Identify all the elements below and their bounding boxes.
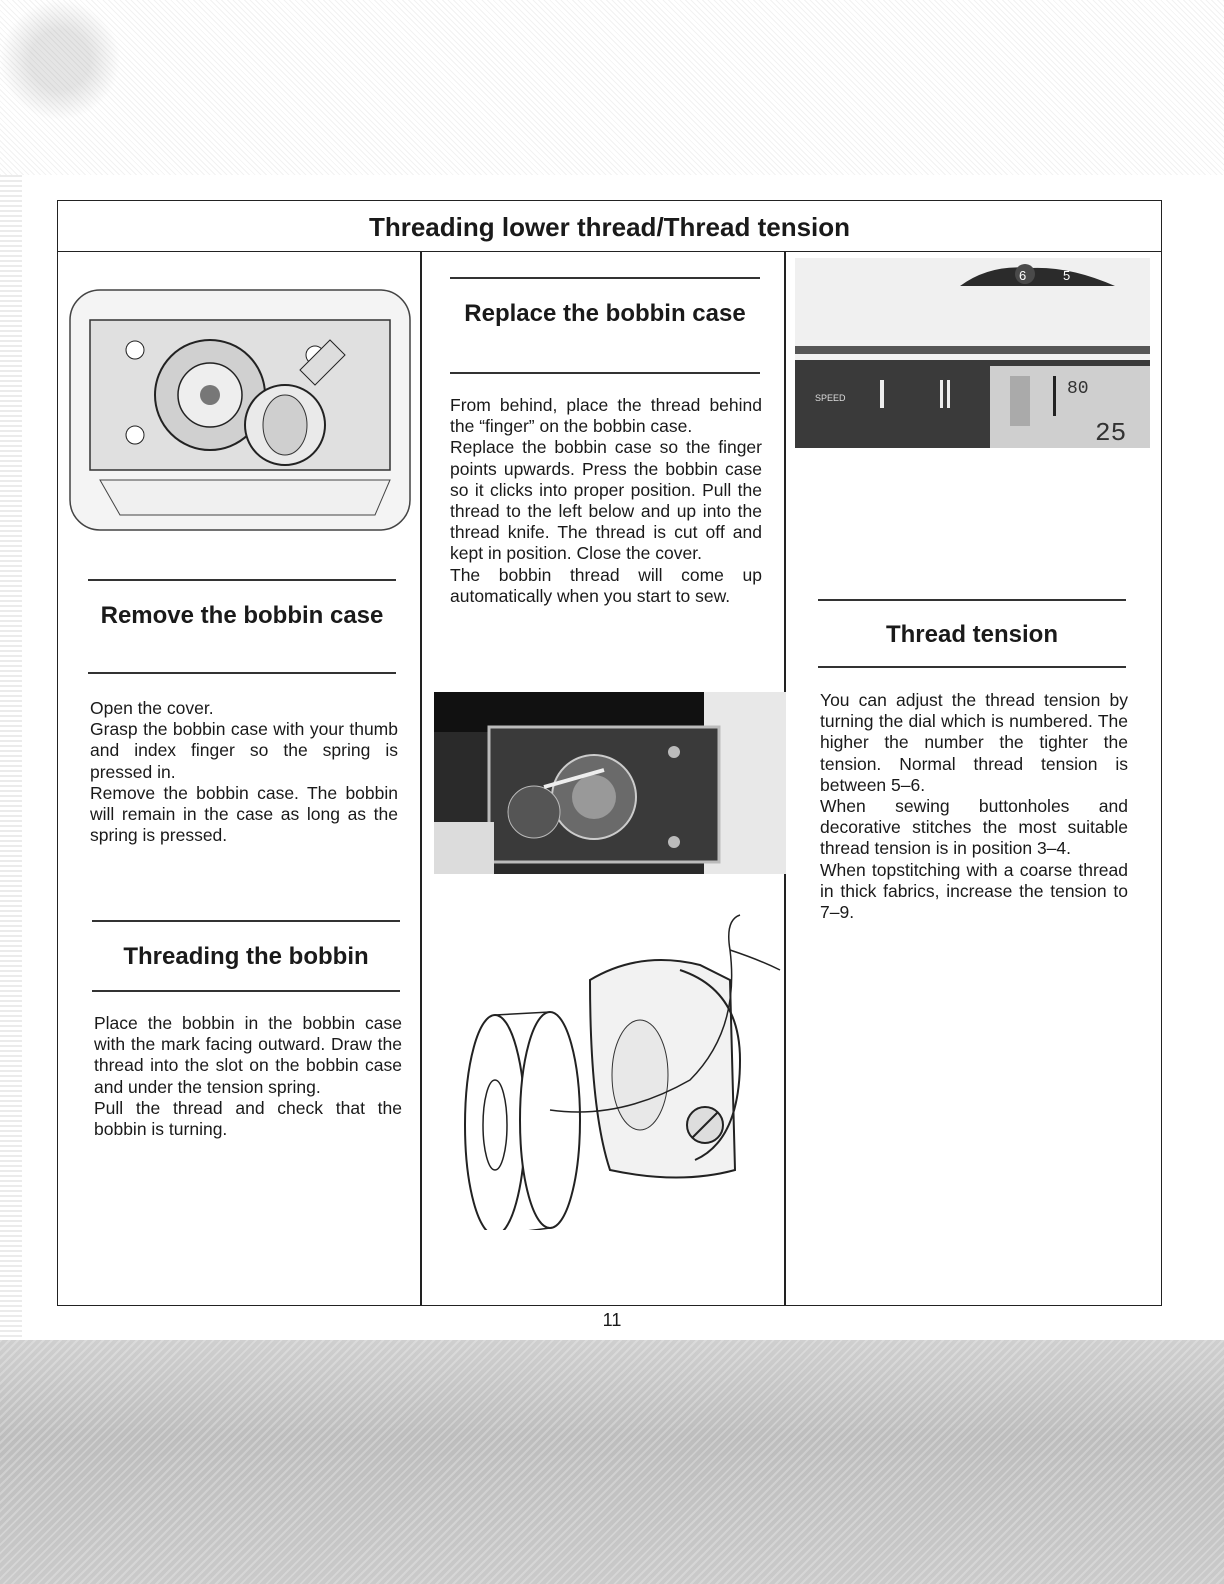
scan-artifact-top: [0, 0, 1224, 175]
speed-label: SPEED: [815, 393, 846, 403]
text-line: Place the bobbin in the bobbin case with the mark facing outward. Draw the thread into the slot on the bobbin case and under the tension spring.: [94, 1013, 402, 1097]
rule: [818, 599, 1126, 601]
text-line: Remove the bobbin case. The bobbin will remain in the case as long as the spring is pressed.: [90, 782, 398, 846]
remove-bobbin-heading: Remove the bobbin case: [100, 602, 384, 629]
scan-artifact-bottom: [0, 1340, 1224, 1584]
dial-number-5: 5: [1063, 268, 1071, 283]
text-line: Open the cover.: [90, 698, 214, 718]
scan-artifact-left: [0, 175, 22, 1345]
threading-bobbin-text: [94, 1013, 402, 1140]
page-number: 11: [602, 1310, 622, 1330]
text-line: Grasp the bobbin case with your thumb and index finger so the spring is pressed in.: [90, 719, 398, 782]
text-line: When sewing buttonholes and decorative stitches the most suitable thread tension is in position 3–4.: [820, 796, 1128, 859]
dial-number-6: 6: [1019, 268, 1027, 283]
rule: [818, 666, 1126, 668]
replace-bobbin-text: [450, 395, 762, 607]
rule: [88, 672, 396, 674]
bobbin-and-case-figure: [440, 910, 785, 1230]
threading-bobbin-heading: Threading the bobbin: [123, 943, 369, 970]
tension-dial-photo: [795, 258, 1150, 448]
text-line: Pull the thread and check that the bobbin is turning.: [94, 1097, 402, 1140]
text-line: You can adjust the thread tension by turning the dial which is numbered. The higher the number the tighter the tension. Normal thread tension is between 5–6.: [820, 690, 1128, 795]
bobbin-area-photo: [434, 692, 786, 874]
text-line: From behind, place the thread behind the “finger” on the bobbin case.: [450, 395, 762, 437]
rule: [92, 920, 400, 922]
rule: [450, 277, 760, 279]
text-line: The bobbin thread will come up automatically when you start to sew.: [450, 564, 762, 606]
thread-tension-heading: Thread tension: [885, 621, 1059, 648]
rule: [92, 990, 400, 992]
replace-bobbin-heading: Replace the bobbin case: [464, 300, 746, 327]
page-title: Threading lower thread/Thread tension: [57, 200, 1162, 252]
readout-top: 80: [1067, 379, 1089, 399]
rule: [450, 372, 760, 374]
readout-bottom: 25: [1095, 418, 1127, 448]
text-line: When topstitching with a coarse thread in thick fabrics, increase the tension to 7–9.: [820, 859, 1128, 923]
text-line: Replace the bobbin case so the finger points upwards. Press the bobbin case so it clicks into proper position. Pull the thread to the left below and up into the thread knife. The thread is cut off and kept in position. Close the cover.: [450, 437, 762, 564]
remove-bobbin-text: [90, 698, 398, 846]
column-divider-1: [420, 252, 422, 1306]
bobbin-case-removal-figure: [60, 280, 420, 540]
thread-tension-text: [820, 690, 1128, 923]
rule: [88, 579, 396, 581]
